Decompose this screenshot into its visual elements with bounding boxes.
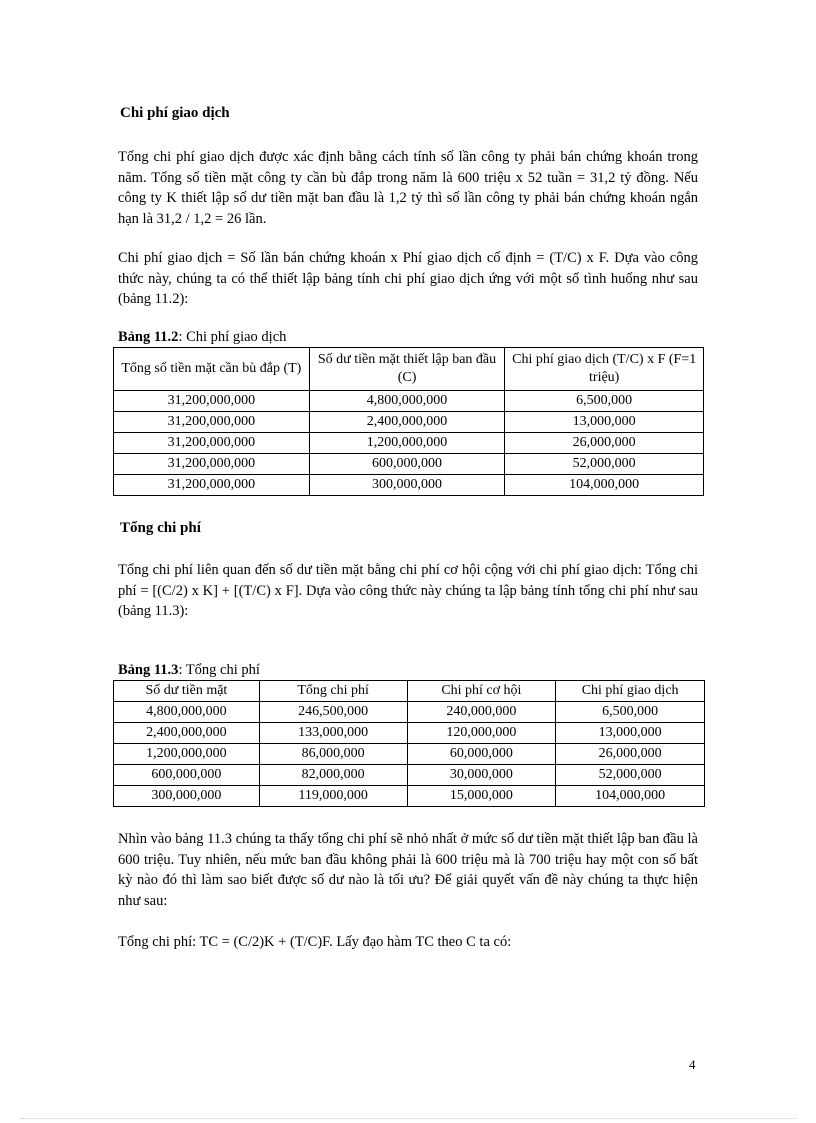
- table-cell: 246,500,000: [259, 702, 407, 723]
- table-11-3-title: : Tổng chi phí: [178, 662, 260, 678]
- table-cell: 600,000,000: [114, 765, 260, 786]
- table-11-2-caption: [118, 329, 286, 346]
- page-bottom-divider: [20, 1118, 796, 1119]
- table-11-2-title: : Chi phí giao dịch: [178, 329, 287, 345]
- paragraph-total-cost-formula: Tổng chi phí liên quan đến số dư tiền mặt bằng chi phí cơ hội cộng với chi phí giao dịch: Tổng chi phí = [(C/2) x K] + [(T/C) x F]. Dựa vào công thức này chúng ta lập bảng tính tổng chi phí như sau (bảng 11.3):: [118, 562, 698, 619]
- table-11-2: [113, 347, 704, 496]
- table-row: [114, 765, 705, 786]
- table-cell: 104,000,000: [556, 786, 705, 807]
- paragraph-derivative: Tổng chi phí: TC = (C/2)K + (T/C)F. Lấy đạo hàm TC theo C ta có:: [118, 934, 512, 950]
- paragraph-transaction-count: Tổng chi phí giao dịch được xác định bằng cách tính số lần công ty phải bán chứng khoán trong năm. Tổng số tiền mặt công ty cần bù đắp trong năm là 600 triệu x 52 tuần = 31,2 tỷ đồng. Nếu công ty K thiết lập số dư tiền mặt ban đầu là 1,2 tỷ thì số lần công ty phải bán chứng khoán ngắn hạn là 31,2 / 1,2 = 26 lần.: [118, 149, 698, 227]
- table-cell: 1,200,000,000: [309, 433, 505, 454]
- table-cell: 6,500,000: [505, 391, 704, 412]
- table-cell: 300,000,000: [114, 786, 260, 807]
- table-11-3-label: Bảng 11.3: [118, 662, 179, 678]
- table-cell: 104,000,000: [505, 475, 704, 496]
- table-row: [114, 744, 705, 765]
- table-header-cell: Tổng chi phí: [259, 681, 407, 702]
- table-cell: 86,000,000: [259, 744, 407, 765]
- table-cell: 1,200,000,000: [114, 744, 260, 765]
- section-heading-transaction-cost: Chi phí giao dịch: [120, 105, 230, 121]
- table-row: [114, 786, 705, 807]
- table-header-cell: Tổng số tiền mặt cần bù đắp (T): [114, 348, 310, 391]
- table-header-cell: Chi phí giao dịch (T/C) x F (F=1 triệu): [505, 348, 704, 391]
- table-cell: 240,000,000: [407, 702, 556, 723]
- table-cell: 4,800,000,000: [309, 391, 505, 412]
- table-cell: 31,200,000,000: [114, 433, 310, 454]
- table-header-cell: Số dư tiền mặt: [114, 681, 260, 702]
- table-11-3: [113, 680, 705, 807]
- table-cell: 52,000,000: [556, 765, 705, 786]
- table-cell: 26,000,000: [505, 433, 704, 454]
- table-header-cell: Chi phí giao dịch: [556, 681, 705, 702]
- table-cell: 26,000,000: [556, 744, 705, 765]
- table-row: [114, 433, 704, 454]
- table-cell: 2,400,000,000: [114, 723, 260, 744]
- table-header-row: [114, 348, 704, 391]
- table-cell: 13,000,000: [505, 412, 704, 433]
- table-row: [114, 702, 705, 723]
- section-heading-total-cost: Tổng chi phí: [120, 520, 201, 536]
- table-header-cell: Số dư tiền mặt thiết lập ban đầu (C): [309, 348, 505, 391]
- table-cell: 2,400,000,000: [309, 412, 505, 433]
- table-row: [114, 391, 704, 412]
- table-header-row: [114, 681, 705, 702]
- table-cell: 31,200,000,000: [114, 391, 310, 412]
- table-cell: 119,000,000: [259, 786, 407, 807]
- table-row: [114, 475, 704, 496]
- paragraph-optimal-balance: Nhìn vào bảng 11.3 chúng ta thấy tổng chi phí sẽ nhỏ nhất ở mức số dư tiền mặt thiết lập ban đầu là 600 triệu. Tuy nhiên, nếu mức ban đầu không phải là 600 triệu mà là 700 triệu hay một con số bất kỳ nào đó thì làm sao biết được số dư nào là tối ưu? Để giải quyết vấn đề này chúng ta thực hiện như sau:: [118, 831, 698, 909]
- table-cell: 82,000,000: [259, 765, 407, 786]
- paragraph-transaction-formula: Chi phí giao dịch = Số lần bán chứng khoán x Phí giao dịch cố định = (T/C) x F. Dựa vào công thức này, chúng ta có thể thiết lập bảng tính chi phí giao dịch ứng với một số tình huống như sau (bảng 11.2):: [118, 250, 698, 307]
- table-cell: 15,000,000: [407, 786, 556, 807]
- table-header-cell: Chi phí cơ hội: [407, 681, 556, 702]
- table-cell: 4,800,000,000: [114, 702, 260, 723]
- table-11-3-caption: [118, 662, 260, 679]
- table-cell: 6,500,000: [556, 702, 705, 723]
- table-row: [114, 454, 704, 475]
- table-cell: 600,000,000: [309, 454, 505, 475]
- table-row: [114, 412, 704, 433]
- table-cell: 30,000,000: [407, 765, 556, 786]
- table-cell: 31,200,000,000: [114, 454, 310, 475]
- table-cell: 31,200,000,000: [114, 412, 310, 433]
- table-cell: 120,000,000: [407, 723, 556, 744]
- table-cell: 133,000,000: [259, 723, 407, 744]
- page-number: 4: [689, 1057, 696, 1072]
- table-cell: 31,200,000,000: [114, 475, 310, 496]
- table-11-2-label: Bảng 11.2: [118, 329, 179, 345]
- table-row: [114, 723, 705, 744]
- table-cell: 60,000,000: [407, 744, 556, 765]
- table-cell: 300,000,000: [309, 475, 505, 496]
- table-cell: 52,000,000: [505, 454, 704, 475]
- table-cell: 13,000,000: [556, 723, 705, 744]
